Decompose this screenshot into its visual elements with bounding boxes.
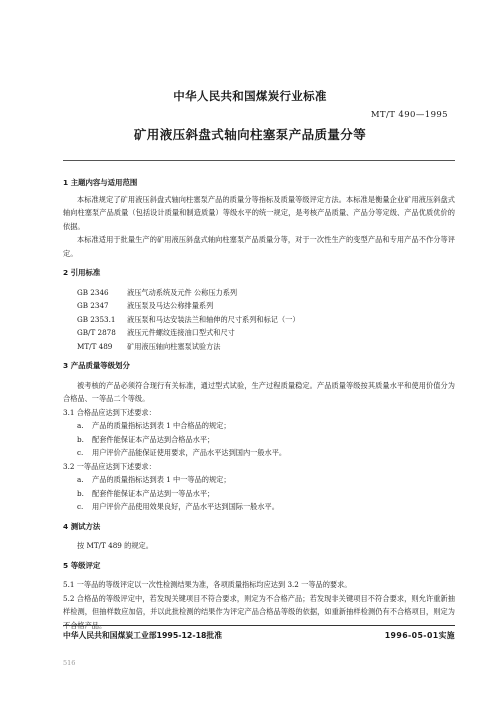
section-1-paragraph-1: 本标准规定了矿用液压斜盘式轴向柱塞泵产品的质量分等指标及质量等级评定方法。本标准是衡量企业矿用液压斜盘式轴向柱塞泵产品质量（包括设计质量和制造质量）等级水平的统一规定，是考核产品质量、产品分等定级、产品优质优价的依据。: [63, 194, 455, 231]
implementation-date: 1996-05-01实施: [384, 631, 455, 640]
section-3-paragraph: 被考核的产品必须符合现行有关标准，通过型式试验，生产过程质量稳定。产品质量等级按其质量水平和使用价值分为合格品、一等品二个等级。: [63, 380, 455, 403]
clause-5-1: 5.1 一等品的等级评定以一次性检测结果为准，各项质量指标均应达到 3.2 一等品的要求。: [63, 580, 352, 589]
reference-item: GB/T 2878 液压元件螺纹连接油口型式和尺寸: [77, 328, 235, 337]
section-5-heading: 5 等级评定: [63, 560, 101, 570]
reference-item: MT/T 489 矿用液压轴向柱塞泵试验方法: [77, 341, 221, 351]
requirement-3-1-label: 3.1 合格品应达到下述要求：: [63, 407, 156, 417]
reference-item: GB 2346 液压气动系统及元件 公称压力系列: [77, 287, 238, 297]
section-2-heading: 2 引用标准: [63, 268, 101, 277]
document-title: 矿用液压斜盘式轴向柱塞泵产品质量分等: [133, 127, 367, 142]
section-4-paragraph: 按 MT/T 489 的规定。: [77, 541, 153, 550]
reference-item: GB 2353.1 液压泵和马达安装法兰和轴伸的尺寸系列和标记（一）: [77, 314, 300, 324]
page-number: 516: [63, 659, 76, 667]
footer-divider: [63, 625, 455, 626]
requirement-item: b. 配套件能保证本产品达到合格品水平；: [77, 434, 215, 444]
document-body: [63, 176, 455, 632]
requirement-item: a. 产品的质量指标达到表 1 中一等品的规定；: [77, 475, 231, 484]
section-4-heading: 4 测试方法: [63, 521, 101, 531]
section-1-heading: 1 主题内容与适用范围: [63, 178, 138, 187]
issuing-organization: 中华人民共和国煤炭行业标准: [173, 89, 327, 103]
section-3-heading: 3 产品质量等级划分: [63, 361, 130, 370]
requirement-item: b. 配套件能保证本产品达到一等品水平；: [77, 488, 215, 498]
requirement-item: a. 产品的质量指标达到表 1 中合格品的规定；: [77, 421, 231, 430]
header-divider: [63, 160, 455, 161]
standard-code: MT/T 490—1995: [370, 110, 448, 120]
section-1-paragraph-2: 本标准适用于批量生产的矿用液压斜盘式轴向柱塞泵产品质量分等，对于一次性生产的变型产品和专用产品不作分等评定。: [63, 235, 455, 258]
requirement-item: c. 用户评价产品能保证使用要求，产品水平达到国内一般水平。: [77, 448, 287, 457]
approval-line: 中华人民共和国煤炭工业部1995-12-18批准: [63, 631, 223, 640]
requirement-3-2-label: 3.2 一等品应达到下述要求：: [63, 461, 156, 471]
clause-5-2: 5.2 合格品的等级评定中，若发现关键项目不符合要求，则定为不合格产品；若发现非关键项目不符合要求，则允许重新抽样检测，但抽样数应加倍，并以此批检测的结果作为评定产品合格品等级的依据，如重新抽样检测仍有不合格项目，则定为不合格产品。: [63, 593, 455, 630]
requirement-item: c. 用户评价产品使用效果良好，产品水平达到国际一般水平。: [77, 502, 279, 511]
reference-item: GB 2347 液压泵及马达公称排量系列: [77, 301, 214, 310]
